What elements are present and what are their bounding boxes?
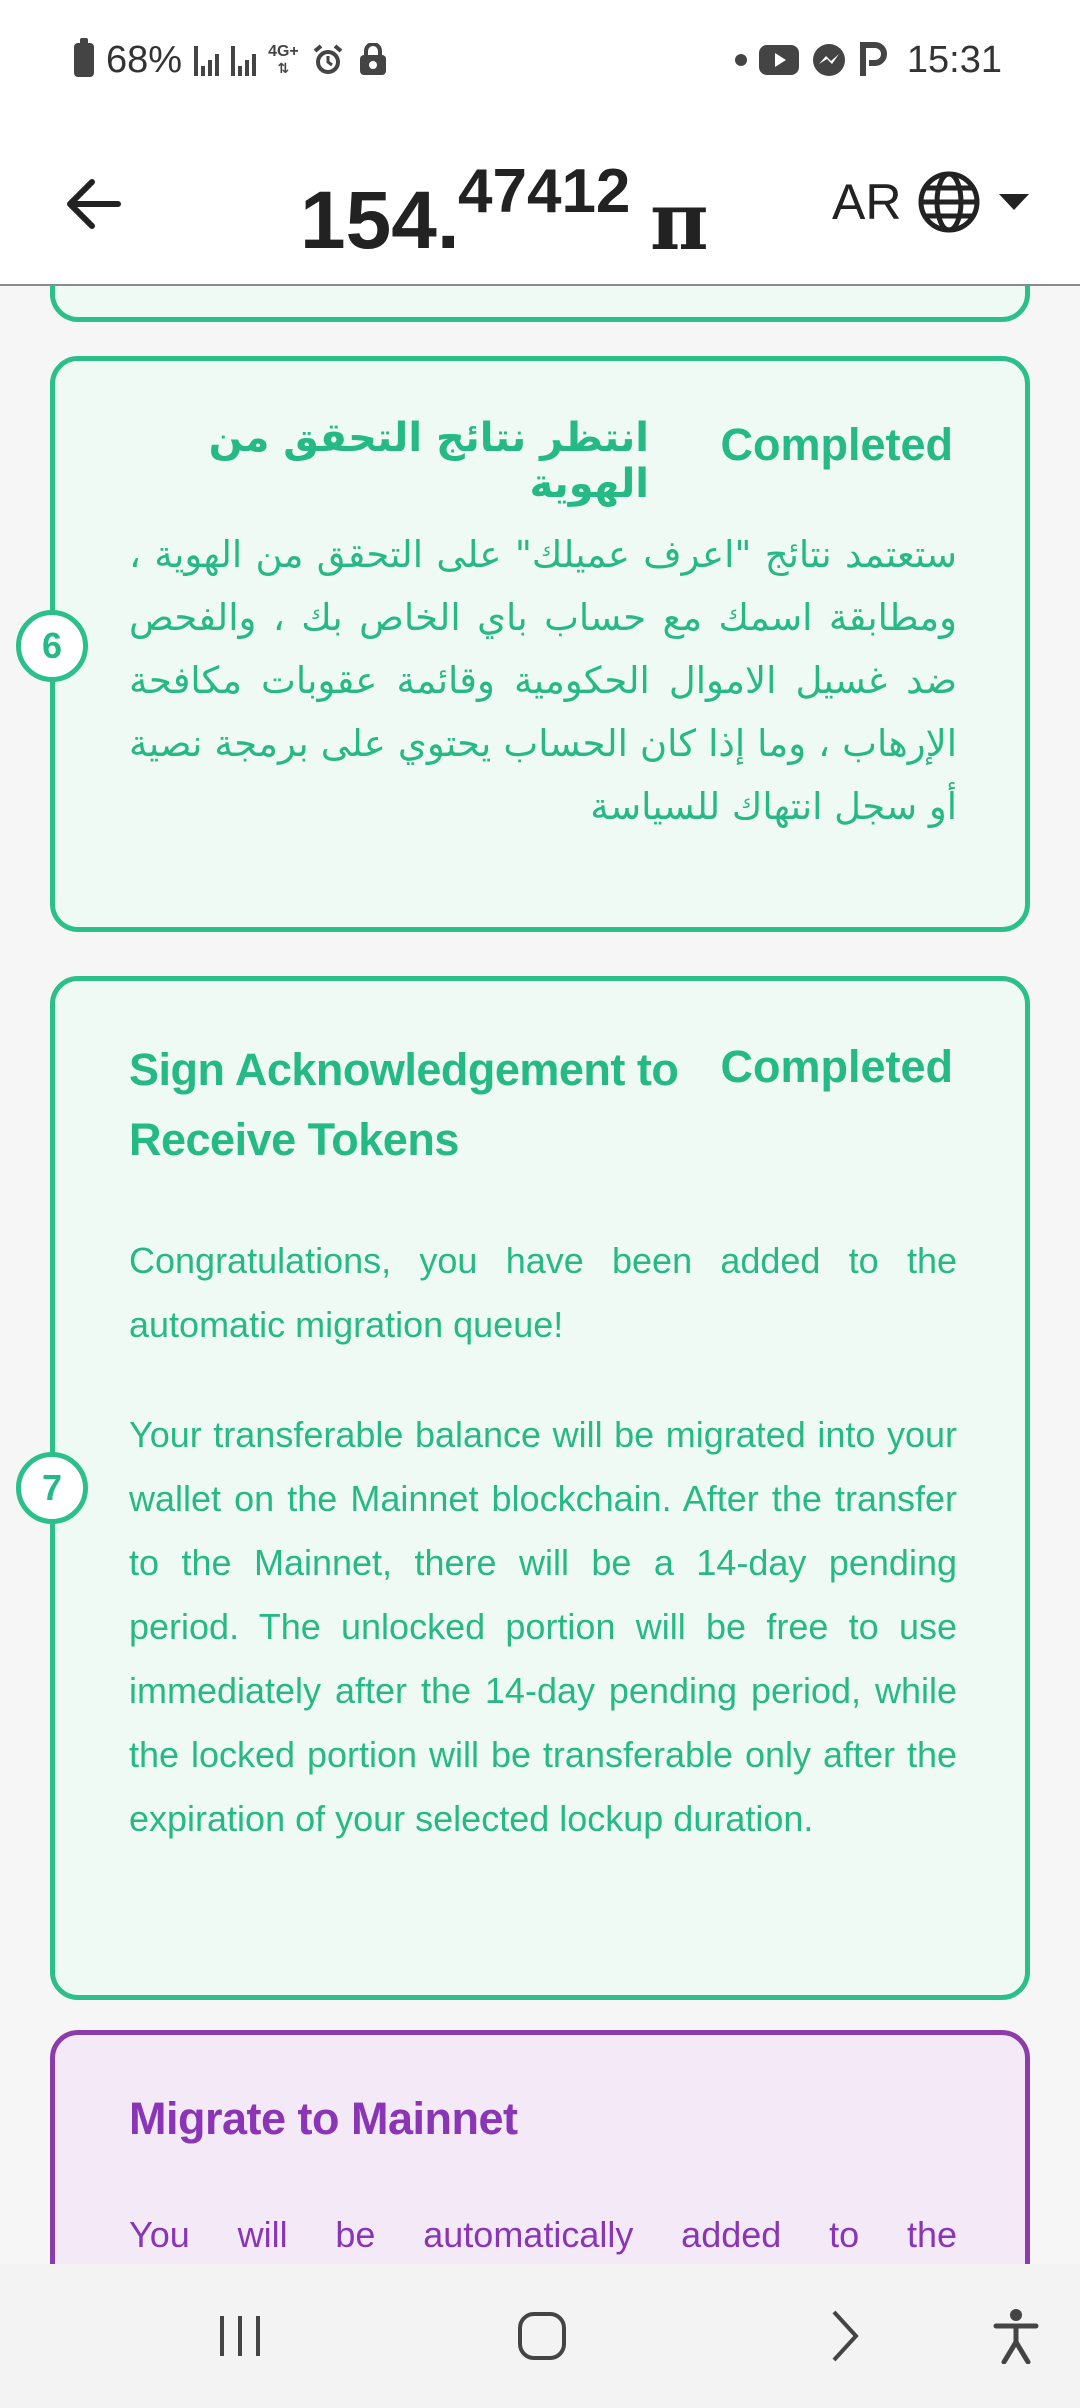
step-paragraph: You will be automatically added to the <box>129 2214 957 2255</box>
step-title: Sign Acknowledgement to Receive Tokens <box>129 1044 679 1165</box>
step-paragraph: Your transferable balance will be migrated into your wallet on the Mainnet blockchain. After the transfer to the Mainnet, there will be a 14-day pending period. The unlocked portion will be free to use immediately after the 14-day pending period, while the locked portion will be transferable only after the expiration of your selected lockup duration. <box>129 1414 957 1839</box>
language-selector[interactable] <box>832 166 1031 238</box>
balance-integer: 154. <box>300 175 460 266</box>
dot-icon <box>735 54 747 66</box>
step-card-6 <box>50 356 1030 932</box>
home-icon <box>516 2310 568 2362</box>
system-nav-bar <box>0 2264 1080 2408</box>
recent-apps-button[interactable] <box>200 2304 280 2368</box>
lock-icon <box>357 43 389 77</box>
step-title: انتظر نتائج التحقق من الهوية <box>208 415 649 507</box>
battery-icon <box>74 43 94 77</box>
step-number-badge: 6 <box>16 610 88 682</box>
step-description <box>129 523 957 838</box>
globe-icon <box>917 170 981 234</box>
step-card-7 <box>50 976 1030 2000</box>
step-status: Completed <box>720 1041 953 1092</box>
status-bar <box>0 0 1080 118</box>
language-code: AR <box>832 174 902 230</box>
balance-decimals: 47412 <box>458 157 631 226</box>
recent-apps-icon <box>216 2312 264 2360</box>
step-description <box>129 2203 957 2264</box>
arrow-left-icon <box>62 172 126 236</box>
signal-icon <box>194 44 219 76</box>
accessibility-icon <box>992 2308 1040 2364</box>
caret-down-icon <box>997 192 1031 212</box>
step-title: Migrate to Mainnet <box>129 2093 518 2144</box>
step-description <box>129 1229 957 1851</box>
steps-list[interactable] <box>0 286 1080 2264</box>
step-paragraph: Congratulations, you have been added to the automatic migration queue! <box>129 1240 957 1345</box>
step-card-8 <box>50 2030 1030 2264</box>
back-nav-button[interactable] <box>804 2304 884 2368</box>
clock: 15:31 <box>906 38 1002 81</box>
messenger-icon <box>811 42 847 78</box>
network-4g-icon: 4G+ ⇅ <box>268 43 299 76</box>
p-icon <box>859 42 887 78</box>
accessibility-button[interactable] <box>976 2304 1056 2368</box>
pi-symbol: π <box>650 174 709 268</box>
back-chevron-icon <box>824 2308 864 2364</box>
back-button[interactable] <box>62 172 126 236</box>
battery-level: 68% <box>106 38 183 81</box>
step-status: Completed <box>720 419 953 470</box>
app-header <box>0 118 1080 286</box>
youtube-icon <box>759 45 799 75</box>
alarm-icon <box>311 43 345 77</box>
home-button[interactable] <box>502 2304 582 2368</box>
step-paragraph: ستعتمد نتائج "اعرف عميلك" على التحقق من الهوية ، ومطابقة اسمك مع حساب باي الخاص بك ، والفحص ضد غسيل الاموال الحكومية وقائمة عقوبات مكافحة الإرهاب ، وما إذا كان الحساب يحتوي على برمجة نصية أو سجل انتهاك للسياسة <box>129 533 957 828</box>
step-number-badge: 7 <box>16 1452 88 1524</box>
signal-icon <box>231 44 256 76</box>
step-card-5 <box>50 286 1030 322</box>
pi-balance <box>300 144 720 268</box>
